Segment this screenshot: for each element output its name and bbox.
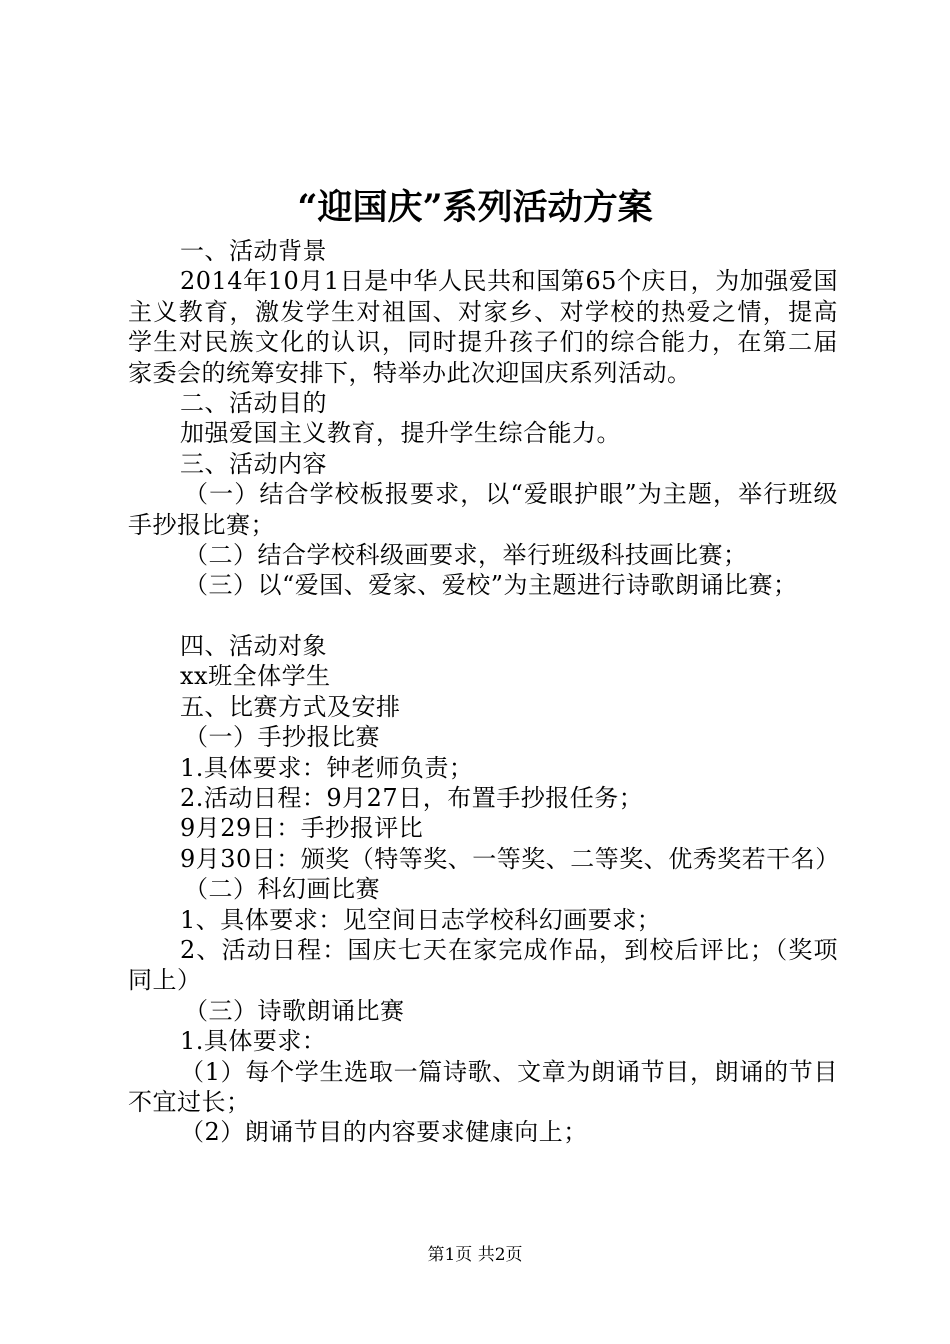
body-paragraph: （二）结合学校科级画要求，举行班级科技画比赛； bbox=[184, 541, 748, 570]
body-paragraph: 9月29日：手抄报评比 bbox=[180, 814, 424, 843]
body-paragraph: （2）朗诵节目的内容要求健康向上； bbox=[180, 1118, 588, 1147]
body-paragraph: 2.活动日程：9月27日，布置手抄报任务； bbox=[180, 783, 644, 812]
document-body bbox=[128, 236, 838, 1148]
body-paragraph: 9月30日：颁奖（特等奖、一等奖、二等奖、优秀奖若干名） bbox=[180, 844, 840, 873]
body-paragraph: （一）结合学校板报要求，以“爱眼护眼”为主题，举行班级手抄报比赛； bbox=[128, 480, 838, 539]
body-paragraph: 五、比赛方式及安排 bbox=[180, 692, 401, 721]
body-paragraph: 二、活动目的 bbox=[180, 389, 327, 418]
body-paragraph: 一、活动背景 bbox=[180, 237, 327, 265]
body-paragraph: 加强爱国主义教育，提升学生综合能力。 bbox=[180, 419, 621, 448]
body-paragraph: 2、活动日程：国庆七天在家完成作品，到校后评比；（奖项同上） bbox=[128, 935, 838, 995]
body-paragraph: 1、具体要求：见空间日志学校科幻画要求； bbox=[180, 905, 662, 934]
body-paragraph: xx班全体学生 bbox=[180, 662, 331, 691]
body-paragraph: （二）科幻画比赛 bbox=[184, 875, 380, 904]
body-paragraph: （三）以“爱国、爱家、爱校”为主题进行诗歌朗诵比赛； bbox=[184, 571, 798, 600]
blank-line bbox=[128, 601, 838, 631]
body-paragraph: 1.具体要求：钟老师负责； bbox=[180, 753, 474, 782]
body-paragraph: 1.具体要求： bbox=[180, 1027, 327, 1056]
document-title: “迎国庆”系列活动方案 bbox=[297, 187, 653, 228]
body-paragraph: 三、活动内容 bbox=[180, 449, 327, 478]
body-paragraph: 四、活动对象 bbox=[180, 631, 327, 660]
body-paragraph: （三）诗歌朗诵比赛 bbox=[184, 996, 405, 1025]
body-paragraph: 2014年10月1日是中华人民共和国第65个庆日，为加强爱国主义教育，激发学生对祖国、对家乡、对学校的热爱之情，提高学生对民族文化的认识，同时提升孩子们的综合能力，在第二届家委会的统筹安排下，特举办此次迎国庆系列活动。 bbox=[128, 267, 838, 387]
page-footer: 第1页 共2页 bbox=[427, 1245, 523, 1265]
body-paragraph: （1）每个学生选取一篇诗歌、文章为朗诵节目，朗诵的节目不宜过长； bbox=[128, 1057, 838, 1116]
body-paragraph: （一）手抄报比赛 bbox=[184, 723, 380, 752]
